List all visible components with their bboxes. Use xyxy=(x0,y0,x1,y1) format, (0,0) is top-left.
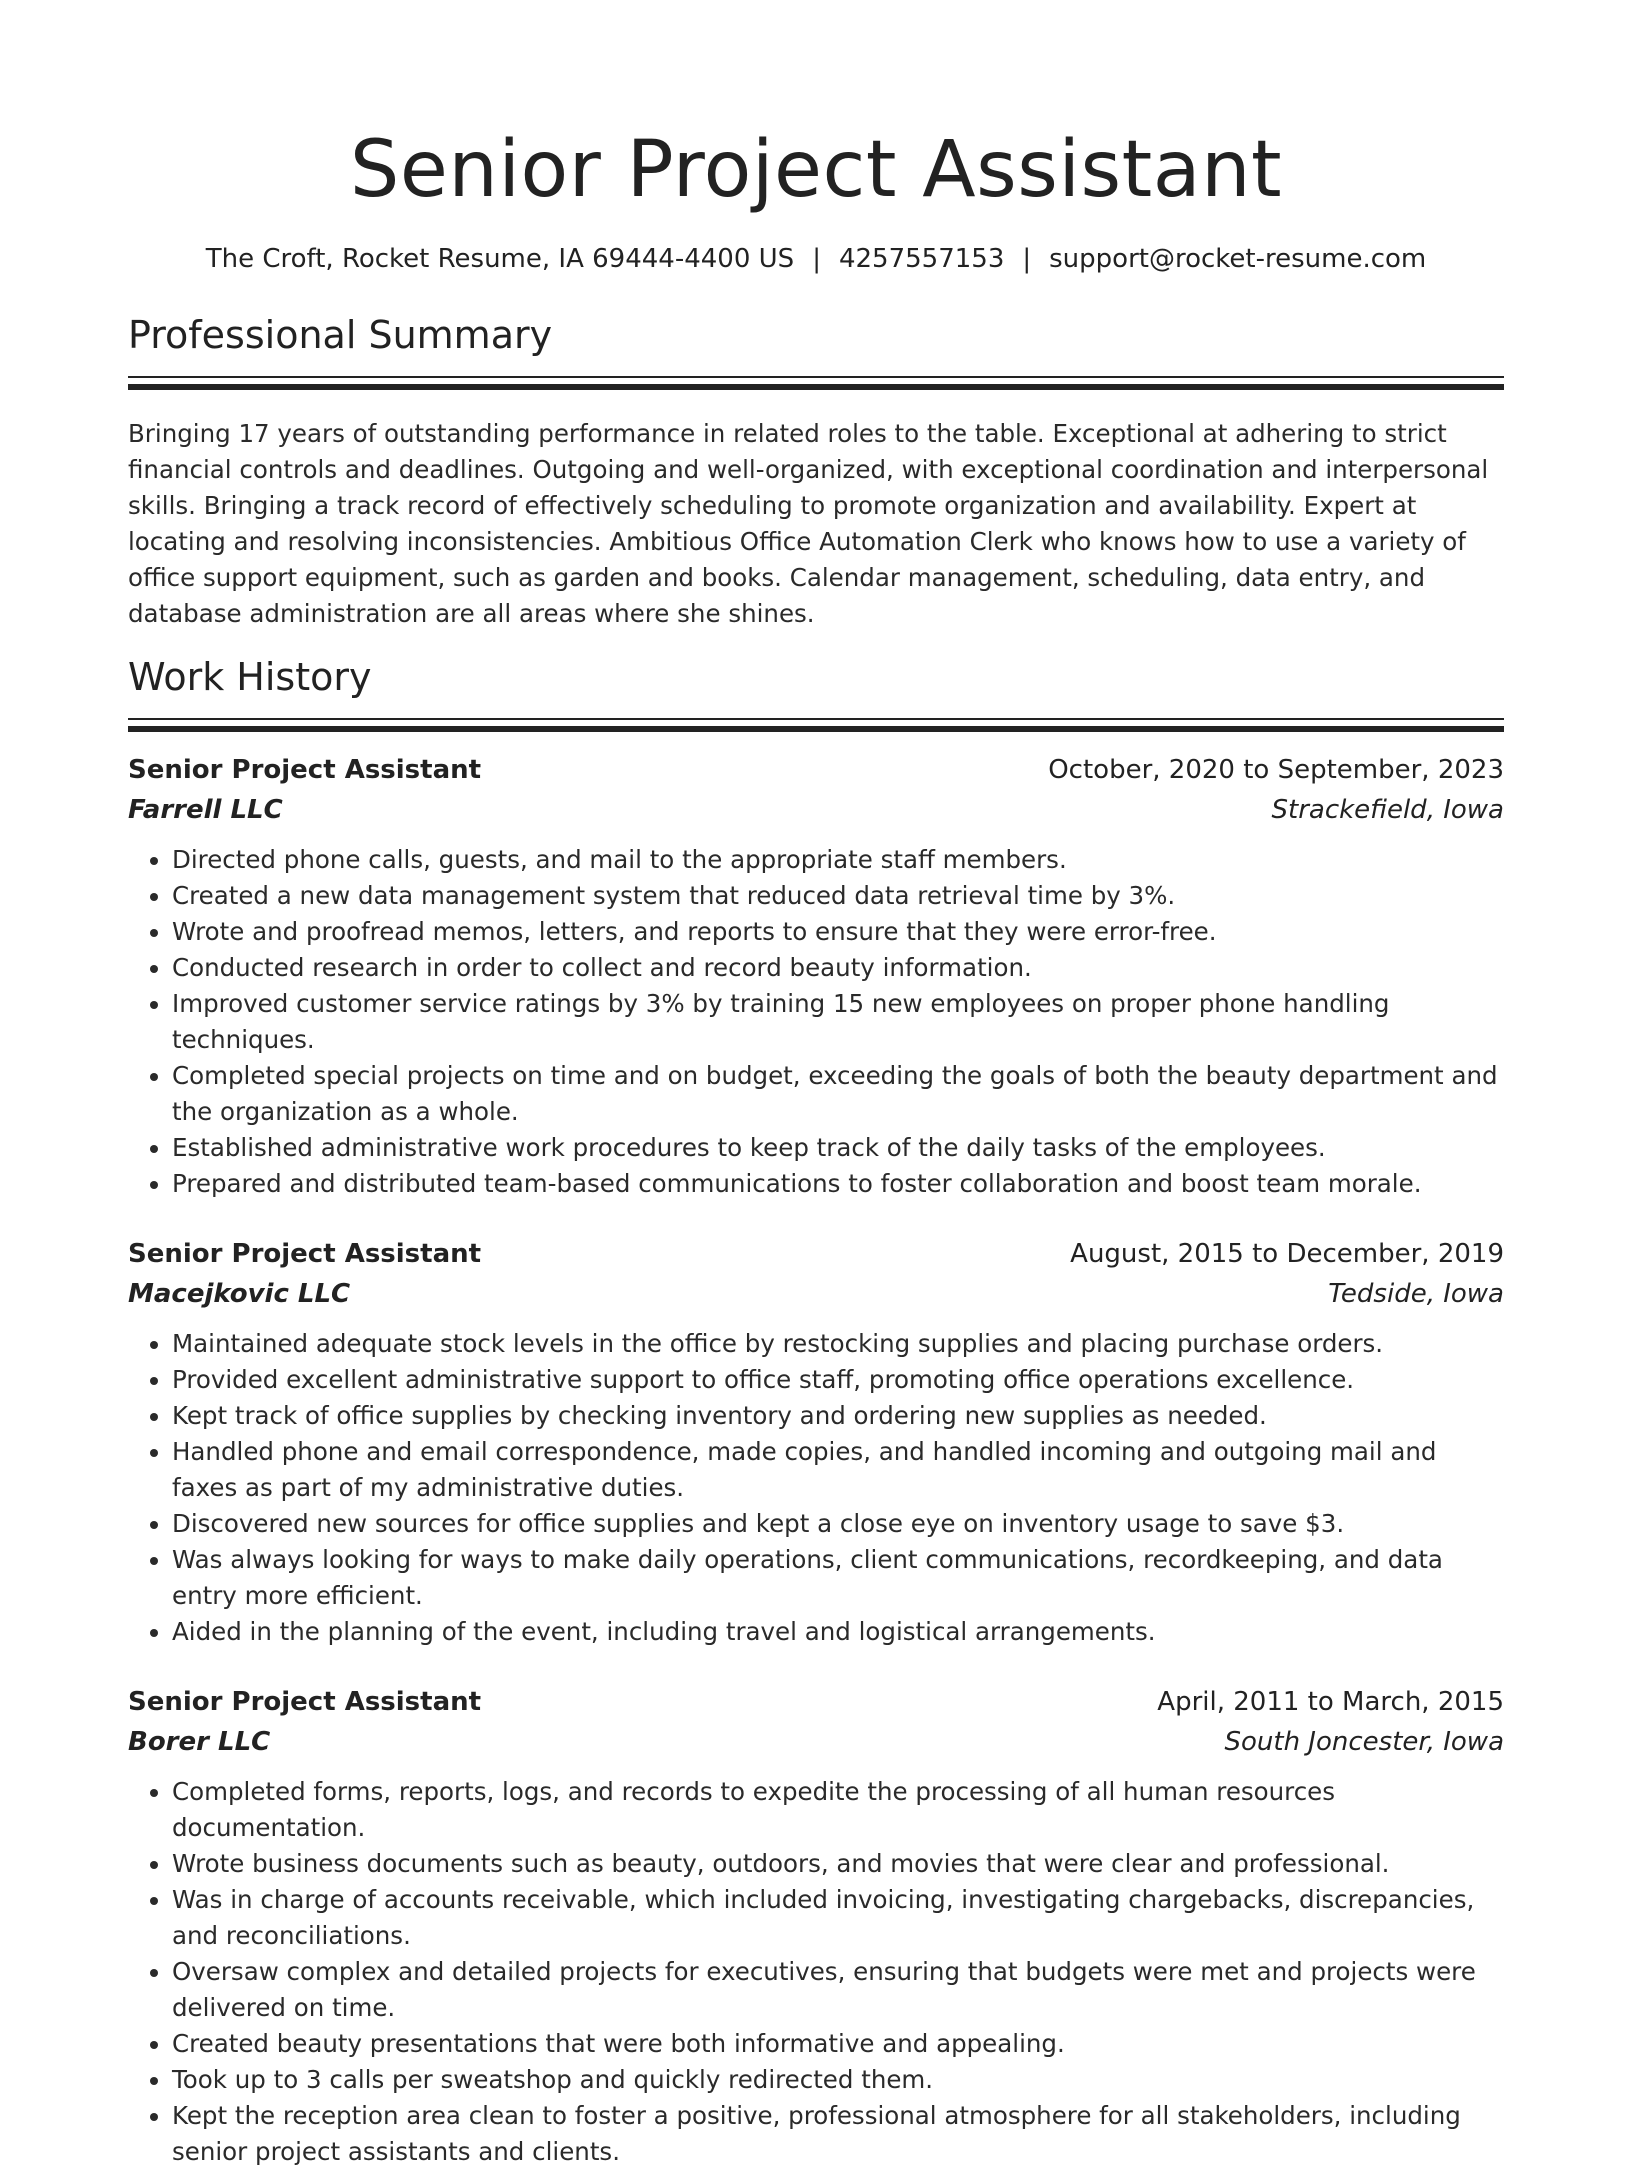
contact-phone: 4257557153 xyxy=(838,244,1005,274)
job-bullet: • Discovered new sources for office supplies and kept a close eye on inventory usage to save $3. xyxy=(172,1506,1504,1542)
job-bullet: • Completed special projects on time and on budget, exceeding the goals of both the beauty department and the organization as a whole. xyxy=(172,1058,1504,1130)
contact-separator: | xyxy=(812,244,821,274)
job-bullet: • Prepared and distributed team-based communications to foster collaboration and boost team morale. xyxy=(172,1166,1504,1202)
contact-email: support@rocket-resume.com xyxy=(1049,244,1427,274)
job-location: Strackefield, Iowa xyxy=(1271,795,1504,825)
work-history-section xyxy=(128,652,1504,2170)
section-divider-thick xyxy=(128,726,1504,732)
job-dates: October, 2020 to September, 2023 xyxy=(1048,755,1504,785)
job-entry xyxy=(128,1682,1504,2170)
job-company-row xyxy=(128,1274,1504,1314)
job-bullet: • Maintained adequate stock levels in the office by restocking supplies and placing purchase orders. xyxy=(172,1326,1504,1362)
job-header-row xyxy=(128,1234,1504,1274)
job-bullet: • Handled phone and email correspondence, made copies, and handled incoming and outgoing mail and faxes as part of my administrative duties. xyxy=(172,1434,1504,1506)
job-title: Senior Project Assistant xyxy=(128,1687,482,1717)
resume-name: Senior Project Assistant xyxy=(349,125,1283,215)
section-divider-thick xyxy=(128,384,1504,390)
job-bullet: • Established administrative work procedures to keep track of the daily tasks of the employees. xyxy=(172,1130,1504,1166)
job-entry xyxy=(128,750,1504,1202)
job-header-row xyxy=(128,750,1504,790)
job-location: South Joncester, Iowa xyxy=(1224,1727,1504,1757)
section-divider-thin xyxy=(128,376,1504,378)
job-company: Macejkovic LLC xyxy=(128,1279,351,1309)
job-bullet: • Aided in the planning of the event, including travel and logistical arrangements. xyxy=(172,1614,1504,1650)
job-company-row xyxy=(128,1722,1504,1762)
job-bullet: • Improved customer service ratings by 3% by training 15 new employees on proper phone handling techniques. xyxy=(172,986,1504,1058)
job-bullet: • Took up to 3 calls per sweatshop and quickly redirected them. xyxy=(172,2062,1504,2098)
job-bullet: • Was in charge of accounts receivable, which included invoicing, investigating chargebacks, discrepancies, and reconciliations. xyxy=(172,1882,1504,1954)
resume-page xyxy=(128,0,1504,2170)
job-title: Senior Project Assistant xyxy=(128,755,482,785)
job-bullet: • Created beauty presentations that were both informative and appealing. xyxy=(172,2026,1504,2062)
job-bullets xyxy=(128,1774,1504,2170)
job-bullet: • Kept the reception area clean to foster a positive, professional atmosphere for all stakeholders, including senior project assistants and clients. xyxy=(172,2098,1504,2170)
contact-line xyxy=(128,242,1504,276)
job-bullet: • Wrote business documents such as beauty, outdoors, and movies that were clear and professional. xyxy=(172,1846,1504,1882)
job-entry xyxy=(128,1234,1504,1650)
job-bullet: • Oversaw complex and detailed projects for executives, ensuring that budgets were met and projects were delivered on time. xyxy=(172,1954,1504,2026)
summary-text: Bringing 17 years of outstanding performance in related roles to the table. Exceptional at adhering to strict financial controls and deadlines. Outgoing and well-organized, with exceptional coordination and interpersonal skills. Bringing a track record of effectively scheduling to promote organization and availability. Expert at locating and resolving inconsistencies. Ambitious Office Automation Clerk who knows how to use a variety of office support equipment, such as garden and books. Calendar management, scheduling, data entry, and database administration are all areas where she shines. xyxy=(128,419,1489,628)
job-company: Borer LLC xyxy=(128,1727,271,1757)
job-dates: August, 2015 to December, 2019 xyxy=(1070,1239,1504,1269)
section-title-work: Work History xyxy=(128,655,372,699)
job-bullets xyxy=(128,842,1504,1202)
job-location: Tedside, Iowa xyxy=(1328,1279,1504,1309)
job-company: Farrell LLC xyxy=(128,795,283,825)
contact-address: The Croft, Rocket Resume, IA 69444-4400 US xyxy=(205,244,795,274)
job-bullets xyxy=(128,1326,1504,1650)
job-bullet: • Completed forms, reports, logs, and records to expedite the processing of all human resources documentation. xyxy=(172,1774,1504,1846)
job-bullet: • Conducted research in order to collect and record beauty information. xyxy=(172,950,1504,986)
job-bullet: • Provided excellent administrative support to office staff, promoting office operations excellence. xyxy=(172,1362,1504,1398)
section-title-summary: Professional Summary xyxy=(128,313,553,357)
job-bullet: • Wrote and proofread memos, letters, and reports to ensure that they were error-free. xyxy=(172,914,1504,950)
job-bullet: • Directed phone calls, guests, and mail to the appropriate staff members. xyxy=(172,842,1504,878)
section-divider-thin xyxy=(128,718,1504,720)
job-bullet: • Was always looking for ways to make daily operations, client communications, recordkeeping, and data entry more efficient. xyxy=(172,1542,1504,1614)
job-bullet: • Created a new data management system that reduced data retrieval time by 3%. xyxy=(172,878,1504,914)
job-title: Senior Project Assistant xyxy=(128,1239,482,1269)
job-dates: April, 2011 to March, 2015 xyxy=(1157,1687,1504,1717)
job-header-row xyxy=(128,1682,1504,1722)
professional-summary-section xyxy=(128,310,1504,632)
contact-separator: | xyxy=(1022,244,1032,274)
job-bullet: • Kept track of office supplies by checking inventory and ordering new supplies as needed. xyxy=(172,1398,1504,1434)
job-company-row xyxy=(128,790,1504,830)
